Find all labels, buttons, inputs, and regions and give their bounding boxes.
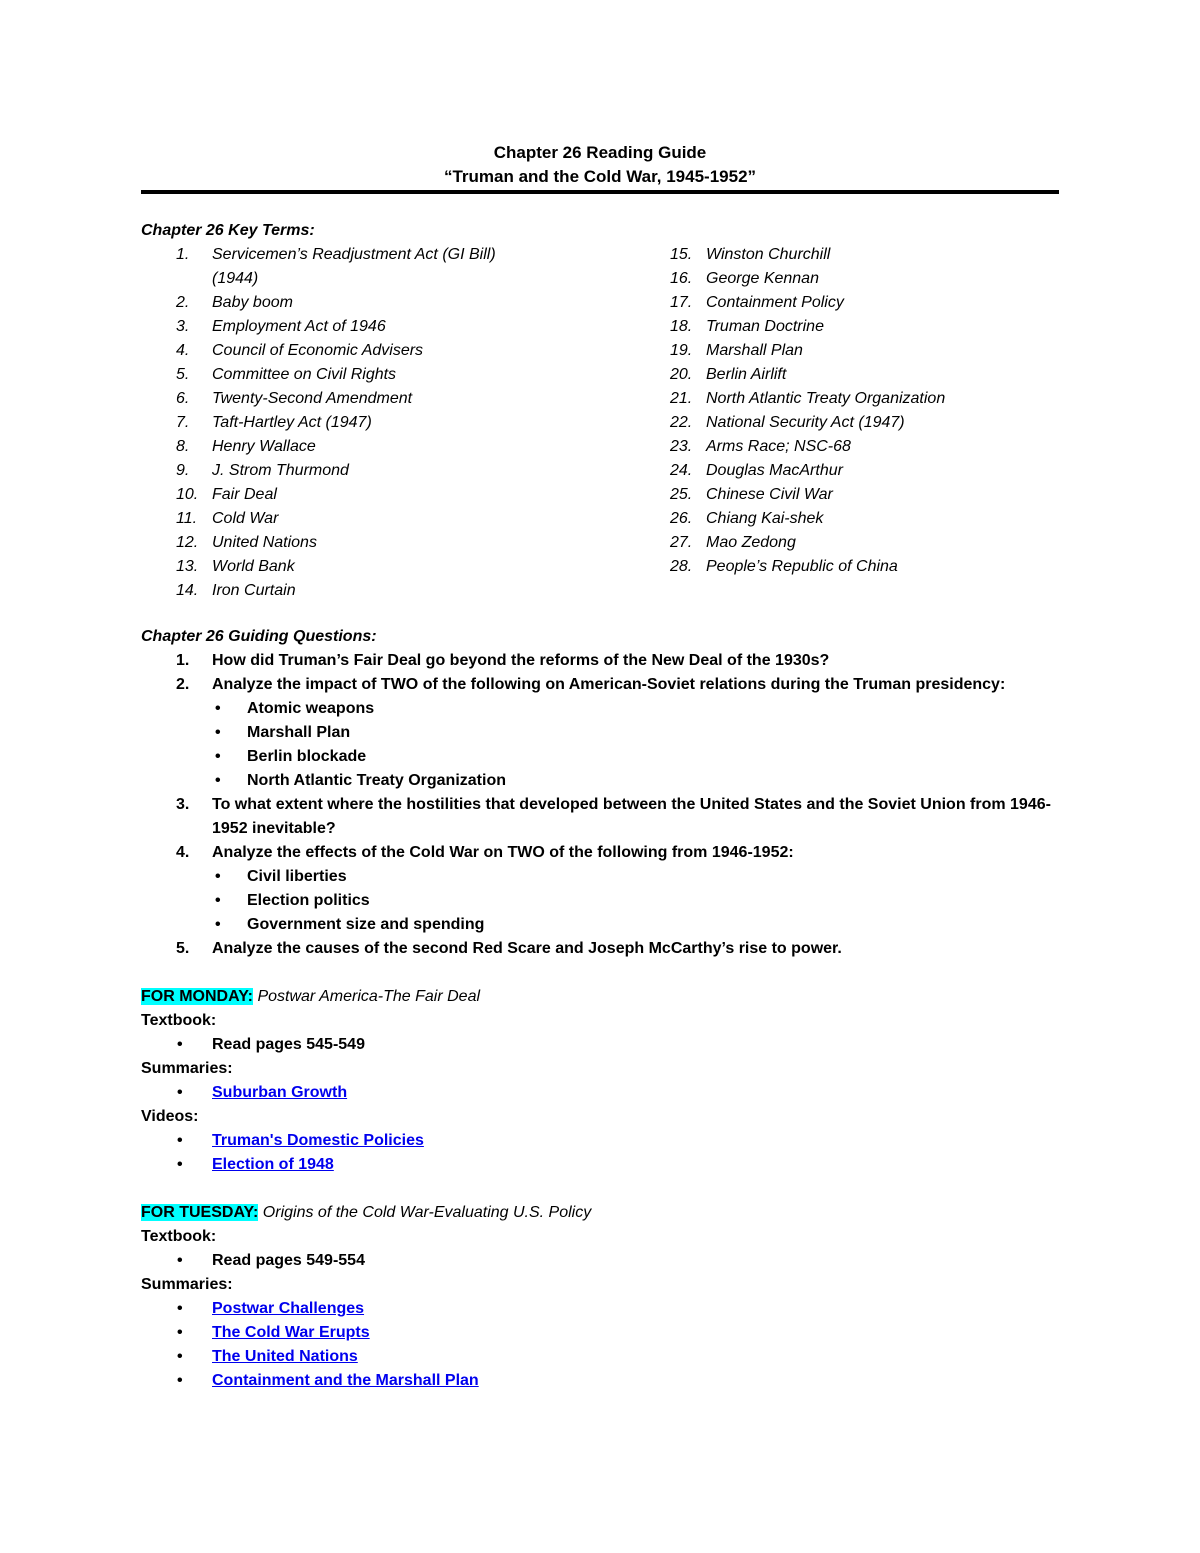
question-option — [212, 745, 1071, 769]
key-term-item — [141, 291, 611, 315]
guiding-questions-list — [141, 649, 1071, 961]
key-term-text: George Kennan — [706, 270, 819, 287]
key-term-text: Douglas MacArthur — [706, 462, 843, 479]
key-term-number: 28. — [670, 558, 693, 575]
key-term-number: 14. — [176, 582, 199, 599]
key-term-number: 24. — [670, 462, 693, 479]
key-term-text: Council of Economic Advisers — [212, 342, 424, 359]
key-term-text: Committee on Civil Rights — [212, 366, 397, 383]
resource-link[interactable]: Suburban Growth — [212, 1084, 348, 1101]
question-text: How did Truman’s Fair Deal go beyond the reforms of the New Deal of the 1930s? — [212, 652, 830, 669]
bullet-icon: • — [177, 1372, 183, 1389]
monday-textbook-label: Textbook: — [141, 1012, 217, 1029]
key-term-text: Fair Deal — [212, 486, 277, 503]
key-term-number: 23. — [670, 438, 693, 455]
guiding-question — [141, 649, 1071, 673]
question-number: 3. — [176, 796, 190, 813]
key-term-number: 13. — [176, 558, 199, 575]
monday-textbook-list — [141, 1033, 1059, 1057]
question-option — [212, 721, 1071, 745]
key-term-number: 19. — [670, 342, 693, 359]
key-term-number: 18. — [670, 318, 693, 335]
tuesday-topic: Origins of the Cold War-Evaluating U.S. Policy — [262, 1204, 592, 1221]
bullet-icon: • — [177, 1252, 183, 1269]
key-term-text: Berlin Airlift — [706, 366, 787, 383]
key-term-item — [141, 267, 611, 291]
resource-link-item — [141, 1369, 1059, 1393]
key-term-number: 4. — [176, 342, 190, 359]
resource-text: Read pages 549-554 — [212, 1252, 365, 1269]
key-term-text: United Nations — [212, 534, 317, 551]
monday-assignment — [141, 985, 1059, 1177]
question-option — [212, 769, 1071, 793]
key-term-number: 22. — [670, 414, 693, 431]
key-term-text: Taft-Hartley Act (1947) — [212, 414, 372, 431]
key-term-text: Containment Policy — [706, 294, 844, 311]
tuesday-summaries-label: Summaries: — [141, 1276, 233, 1293]
key-term-item — [141, 243, 611, 267]
key-term-number: 1. — [176, 246, 190, 263]
key-term-item — [141, 531, 611, 555]
key-term-item — [635, 435, 1059, 459]
bullet-icon: • — [177, 1300, 183, 1317]
bullet-icon: • — [215, 724, 221, 741]
question-text: Analyze the impact of TWO of the following on American-Soviet relations during the Truman presidency: — [212, 676, 1006, 693]
key-term-text: Winston Churchill — [706, 246, 831, 263]
key-term-number: 2. — [176, 294, 190, 311]
tuesday-label: FOR TUESDAY: — [141, 1204, 259, 1221]
question-text: Analyze the effects of the Cold War on TWO of the following from 1946-1952: — [212, 844, 794, 861]
question-options — [212, 697, 1071, 793]
guiding-question — [141, 793, 1071, 841]
key-term-item — [141, 579, 611, 603]
tuesday-summaries-list — [141, 1297, 1059, 1393]
title-divider — [141, 190, 1059, 194]
resource-link[interactable]: Truman's Domestic Policies — [212, 1132, 424, 1149]
key-term-text: Arms Race; NSC-68 — [706, 438, 851, 455]
key-term-text: Employment Act of 1946 — [212, 318, 386, 335]
resource-item — [141, 1249, 1059, 1273]
key-term-number: 7. — [176, 414, 190, 431]
resource-item — [141, 1033, 1059, 1057]
question-options — [212, 865, 1071, 937]
key-terms-left-column — [141, 243, 611, 603]
option-text: Government size and spending — [247, 916, 485, 933]
monday-label: FOR MONDAY: — [141, 988, 253, 1005]
question-option — [212, 913, 1071, 937]
resource-link[interactable]: Election of 1948 — [212, 1156, 334, 1173]
option-text: North Atlantic Treaty Organization — [247, 772, 506, 789]
key-term-item — [141, 363, 611, 387]
bullet-icon: • — [177, 1348, 183, 1365]
question-option — [212, 889, 1071, 913]
key-term-item — [635, 507, 1059, 531]
monday-videos-label: Videos: — [141, 1108, 199, 1125]
key-term-item — [635, 291, 1059, 315]
key-term-item — [141, 339, 611, 363]
key-term-number: 3. — [176, 318, 190, 335]
key-term-text: Baby boom — [212, 294, 293, 311]
bullet-icon: • — [215, 916, 221, 933]
key-terms-right-column — [635, 243, 1059, 579]
key-term-text: Iron Curtain — [212, 582, 296, 599]
option-text: Election politics — [247, 892, 370, 909]
key-term-text: Truman Doctrine — [706, 318, 824, 335]
key-term-item — [141, 315, 611, 339]
key-term-text: North Atlantic Treaty Organization — [706, 390, 946, 407]
key-term-item — [635, 411, 1059, 435]
key-term-item — [635, 531, 1059, 555]
bullet-icon: • — [215, 892, 221, 909]
key-term-item — [635, 363, 1059, 387]
key-term-text: Henry Wallace — [212, 438, 316, 455]
question-option — [212, 697, 1071, 721]
resource-link[interactable]: Containment and the Marshall Plan — [212, 1372, 479, 1389]
guiding-question — [141, 841, 1071, 937]
tuesday-textbook-label: Textbook: — [141, 1228, 217, 1245]
key-term-number: 27. — [670, 534, 693, 551]
bullet-icon: • — [215, 772, 221, 789]
key-term-text: Marshall Plan — [706, 342, 803, 359]
option-text: Civil liberties — [247, 868, 347, 885]
key-term-item — [635, 243, 1059, 267]
resource-link-item — [141, 1297, 1059, 1321]
key-term-item — [141, 555, 611, 579]
key-terms-heading: Chapter 26 Key Terms: — [141, 222, 315, 239]
monday-summaries-list — [141, 1081, 1059, 1105]
key-term-number: 8. — [176, 438, 190, 455]
key-term-number: 10. — [176, 486, 199, 503]
document-title: Chapter 26 Reading Guide — [493, 143, 707, 162]
key-term-number: 20. — [670, 366, 693, 383]
tuesday-assignment — [141, 1201, 1059, 1393]
key-term-item — [635, 315, 1059, 339]
bullet-icon: • — [177, 1036, 183, 1053]
question-number: 2. — [176, 676, 190, 693]
guiding-question — [141, 673, 1071, 793]
tuesday-textbook-list — [141, 1249, 1059, 1273]
key-term-item — [635, 387, 1059, 411]
key-term-number: 17. — [670, 294, 693, 311]
key-term-text: J. Strom Thurmond — [212, 462, 349, 479]
question-number: 5. — [176, 940, 190, 957]
key-term-item — [635, 339, 1059, 363]
question-option — [212, 865, 1071, 889]
key-term-item — [141, 435, 611, 459]
resource-text: Read pages 545-549 — [212, 1036, 365, 1053]
key-term-number: 25. — [670, 486, 693, 503]
key-term-text: National Security Act (1947) — [706, 414, 905, 431]
key-term-text: People’s Republic of China — [706, 558, 898, 575]
resource-link[interactable]: Postwar Challenges — [212, 1300, 365, 1317]
bullet-icon: • — [215, 748, 221, 765]
key-term-item — [141, 483, 611, 507]
monday-videos-list — [141, 1129, 1059, 1177]
resource-link[interactable]: The Cold War Erupts — [212, 1324, 370, 1341]
key-term-text: Cold War — [212, 510, 279, 527]
resource-link-item — [141, 1153, 1059, 1177]
bullet-icon: • — [177, 1084, 183, 1101]
key-term-number: 21. — [670, 390, 693, 407]
option-text: Marshall Plan — [247, 724, 351, 741]
key-term-item — [141, 387, 611, 411]
monday-summaries-label: Summaries: — [141, 1060, 233, 1077]
guiding-question — [141, 937, 1071, 961]
key-term-number: 11. — [176, 510, 198, 527]
key-term-text: Chinese Civil War — [706, 486, 833, 503]
key-term-number: 6. — [176, 390, 190, 407]
key-term-number: 9. — [176, 462, 190, 479]
bullet-icon: • — [177, 1156, 183, 1173]
key-term-item — [635, 555, 1059, 579]
bullet-icon: • — [177, 1324, 183, 1341]
key-term-number: 12. — [176, 534, 199, 551]
bullet-icon: • — [215, 700, 221, 717]
key-term-number: 26. — [670, 510, 693, 527]
guiding-questions-heading: Chapter 26 Guiding Questions: — [141, 628, 377, 645]
question-number: 4. — [176, 844, 190, 861]
question-number: 1. — [176, 652, 190, 669]
resource-link-item — [141, 1081, 1059, 1105]
key-term-text: Chiang Kai-shek — [706, 510, 824, 527]
monday-heading — [141, 985, 1059, 1009]
key-term-text: (1944) — [212, 270, 259, 287]
monday-topic: Postwar America-The Fair Deal — [257, 988, 481, 1005]
key-term-number: 15. — [670, 246, 693, 263]
document-subtitle: “Truman and the Cold War, 1945-1952” — [443, 167, 757, 186]
key-term-item — [635, 483, 1059, 507]
resource-link-item — [141, 1345, 1059, 1369]
question-text: Analyze the causes of the second Red Scare and Joseph McCarthy’s rise to power. — [212, 940, 842, 957]
key-term-text: Twenty-Second Amendment — [212, 390, 413, 407]
key-term-number: 16. — [670, 270, 693, 287]
key-term-text: Mao Zedong — [706, 534, 796, 551]
bullet-icon: • — [215, 868, 221, 885]
resource-link-item — [141, 1321, 1059, 1345]
option-text: Atomic weapons — [247, 700, 375, 717]
key-term-item — [635, 267, 1059, 291]
bullet-icon: • — [177, 1132, 183, 1149]
resource-link[interactable]: The United Nations — [212, 1348, 358, 1365]
key-term-number: 5. — [176, 366, 190, 383]
resource-link-item — [141, 1129, 1059, 1153]
tuesday-heading — [141, 1201, 1059, 1225]
title-block — [141, 141, 1059, 189]
key-term-item — [635, 459, 1059, 483]
key-term-item — [141, 507, 611, 531]
key-term-text: Servicemen’s Readjustment Act (GI Bill) — [212, 246, 496, 263]
key-term-item — [141, 459, 611, 483]
option-text: Berlin blockade — [247, 748, 367, 765]
key-term-item — [141, 411, 611, 435]
question-text: To what extent where the hostilities that developed between the United States and the Soviet Union from 1946-1952 inevitable? — [212, 796, 1051, 837]
key-term-text: World Bank — [212, 558, 295, 575]
